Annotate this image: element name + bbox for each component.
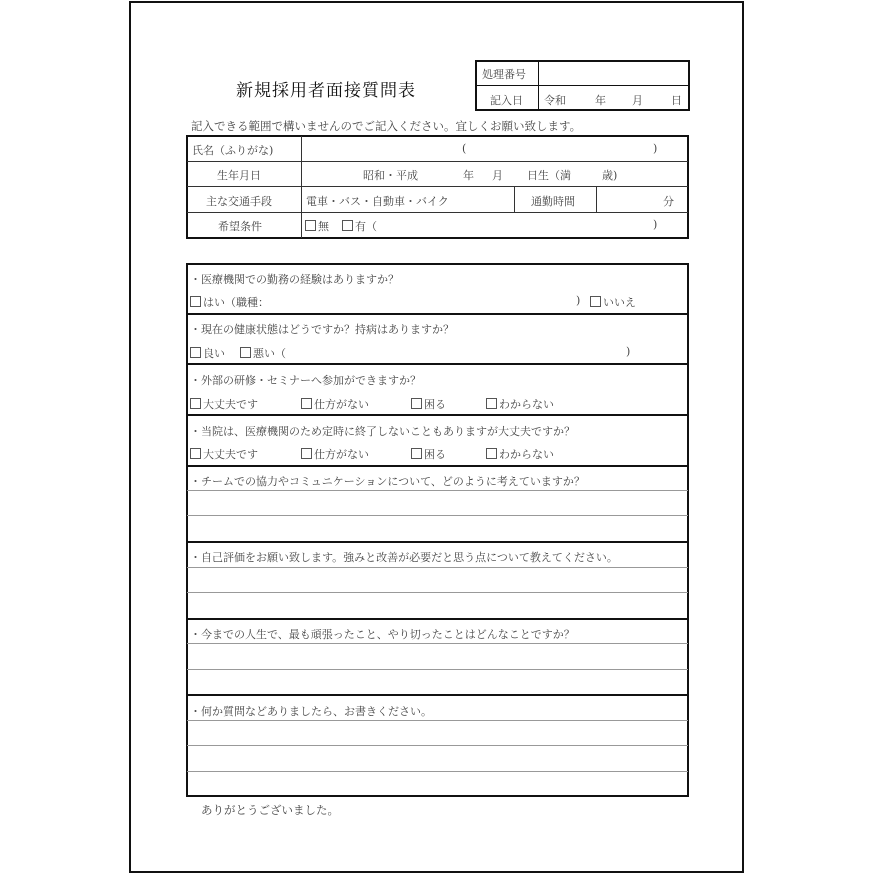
q5-text: ・チームでの協力やコミュニケーションについて、どのように考えていますか？ — [190, 475, 585, 488]
q4-text: ・当院は、医療機関のため定時に終了しないこともありますが大丈夫ですか？ — [190, 425, 575, 438]
transport-options: 電車・バス・自動車・バイク — [306, 195, 449, 208]
q8-answer-area[interactable] — [188, 721, 687, 795]
q6-answer-area[interactable] — [188, 568, 687, 617]
entry-date-month: 月 — [632, 94, 643, 107]
name-paren-open: ( — [462, 142, 467, 155]
q1-no[interactable]: いいえ — [590, 294, 636, 310]
commute-label: 通勤時間 — [531, 195, 575, 208]
q4-option-4-checkbox[interactable] — [486, 448, 497, 459]
q3-option-2-checkbox[interactable] — [301, 398, 312, 409]
processing-no-field[interactable] — [540, 62, 688, 84]
dob-age-unit: 歳) — [602, 169, 618, 182]
name-field[interactable] — [303, 137, 687, 160]
q4-option-3-checkbox[interactable] — [411, 448, 422, 459]
commute-unit: 分 — [663, 195, 674, 208]
entry-date-day: 日 — [671, 94, 682, 107]
q1-yes[interactable]: はい（職種： — [190, 294, 269, 310]
q3-option-2[interactable]: 仕方がない — [301, 396, 369, 412]
q3-option-3-checkbox[interactable] — [411, 398, 422, 409]
q1-yes-checkbox[interactable] — [190, 296, 201, 307]
name-paren-close: ) — [653, 142, 658, 155]
q1-no-checkbox[interactable] — [590, 296, 601, 307]
dob-day-age: 日生（満 — [527, 169, 571, 182]
q3-option-3[interactable]: 困る — [411, 396, 446, 412]
cond-no-checkbox[interactable] — [305, 220, 316, 231]
entry-date-year: 年 — [595, 94, 606, 107]
q7-answer-area[interactable] — [188, 644, 687, 693]
q2-text: ・現在の健康状態はどうですか？持病はありますか？ — [190, 323, 454, 336]
conditions-label: 希望条件 — [218, 220, 262, 233]
q2-good[interactable]: 良い — [190, 345, 225, 361]
entry-date-label: 記入日 — [490, 94, 523, 107]
cond-yes-checkbox[interactable] — [342, 220, 353, 231]
dob-era: 昭和・平成 — [363, 169, 418, 182]
q4-option-4[interactable]: わからない — [486, 446, 554, 462]
entry-date-era: 令和 — [544, 94, 566, 107]
q4-option-1[interactable]: 大丈夫です — [190, 446, 258, 462]
q4-option-1-checkbox[interactable] — [190, 448, 201, 459]
closing-text: ありがとうございました。 — [201, 803, 339, 817]
q3-text: ・外部の研修・セミナーへ参加ができますか？ — [190, 374, 421, 387]
q3-option-1-checkbox[interactable] — [190, 398, 201, 409]
form-title: 新規採用者面接質問表 — [236, 81, 416, 101]
q7-text: ・今までの人生で、最も頑張ったこと、やり切ったことはどんなことですか？ — [190, 628, 575, 641]
cond-close: ) — [653, 218, 658, 231]
dob-label: 生年月日 — [217, 169, 261, 182]
q5-answer-area[interactable] — [188, 491, 687, 540]
q4-option-3[interactable]: 困る — [411, 446, 446, 462]
q3-option-4[interactable]: わからない — [486, 396, 554, 412]
commute-field[interactable] — [598, 188, 658, 211]
q4-option-2[interactable]: 仕方がない — [301, 446, 369, 462]
q2-bad[interactable]: 悪い（ — [240, 345, 286, 361]
q2-bad-checkbox[interactable] — [240, 347, 251, 358]
q1-close: ) — [576, 294, 581, 307]
transport-label: 主な交通手段 — [206, 195, 272, 208]
q3-option-4-checkbox[interactable] — [486, 398, 497, 409]
q4-option-2-checkbox[interactable] — [301, 448, 312, 459]
q1-text: ・医療機関での勤務の経験はありますか？ — [190, 273, 399, 286]
q8-text: ・何か質問などありましたら、お書きください。 — [190, 705, 432, 718]
processing-no-label: 処理番号 — [482, 68, 526, 81]
q2-good-checkbox[interactable] — [190, 347, 201, 358]
dob-month: 月 — [492, 169, 503, 182]
q2-close: ) — [626, 345, 631, 358]
name-label: 氏名（ふりがな) — [192, 144, 274, 157]
cond-yes[interactable]: 有（ — [342, 218, 377, 234]
instruction-text: 記入できる範囲で構いませんのでご記入ください。宜しくお願い致します。 — [191, 119, 582, 133]
q3-option-1[interactable]: 大丈夫です — [190, 396, 258, 412]
dob-year: 年 — [463, 169, 474, 182]
q6-text: ・自己評価をお願い致します。強みと改善が必要だと思う点について教えてください。 — [190, 551, 618, 564]
cond-no[interactable]: 無 — [305, 218, 329, 234]
